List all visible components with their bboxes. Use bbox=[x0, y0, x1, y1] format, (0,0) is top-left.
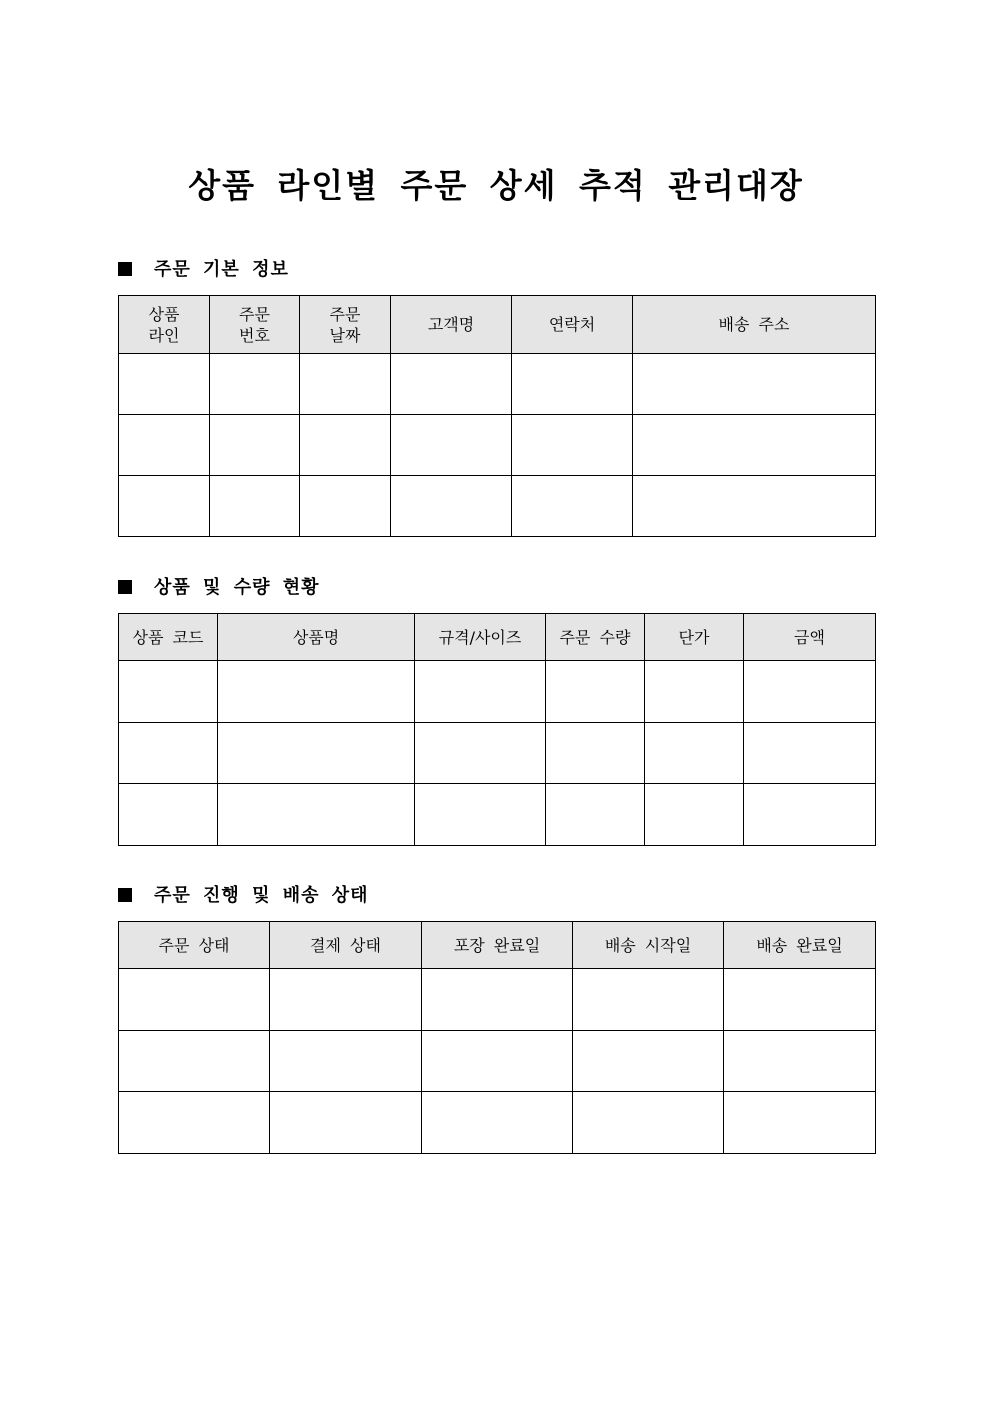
column-header-shipping-address: 배송 주소 bbox=[633, 296, 876, 354]
table-cell[interactable] bbox=[645, 784, 744, 846]
square-bullet-icon bbox=[118, 580, 132, 594]
table-row bbox=[119, 354, 876, 415]
table-row bbox=[119, 415, 876, 476]
table-cell[interactable] bbox=[119, 784, 218, 846]
table-cell[interactable] bbox=[422, 1092, 573, 1154]
table-cell[interactable] bbox=[744, 784, 876, 846]
table-cell[interactable] bbox=[119, 1092, 270, 1154]
product-quantity-table bbox=[118, 613, 876, 846]
column-header-shipping-start-date: 배송 시작일 bbox=[573, 922, 724, 969]
column-header-order-number: 주문 번호 bbox=[210, 296, 300, 354]
table-cell[interactable] bbox=[645, 661, 744, 723]
table-cell[interactable] bbox=[633, 476, 876, 537]
table-cell[interactable] bbox=[300, 354, 391, 415]
table-cell[interactable] bbox=[415, 784, 546, 846]
square-bullet-icon bbox=[118, 888, 132, 902]
table-cell[interactable] bbox=[633, 415, 876, 476]
column-header-unit-price: 단가 bbox=[645, 614, 744, 661]
column-header-spec-size: 규격/사이즈 bbox=[415, 614, 546, 661]
table-cell[interactable] bbox=[415, 723, 546, 784]
column-header-payment-status: 결제 상태 bbox=[270, 922, 422, 969]
table-row bbox=[119, 1092, 876, 1154]
column-header-product-code: 상품 코드 bbox=[119, 614, 218, 661]
table-cell[interactable] bbox=[744, 723, 876, 784]
section-heading-order-basic-info bbox=[118, 256, 289, 284]
column-header-packing-complete-date: 포장 완료일 bbox=[422, 922, 573, 969]
table-cell[interactable] bbox=[546, 661, 645, 723]
section-heading-label: 상품 및 수량 현황 bbox=[154, 577, 320, 598]
table-cell[interactable] bbox=[119, 1031, 270, 1092]
column-header-product-line: 상품 라인 bbox=[119, 296, 210, 354]
section-heading-label: 주문 기본 정보 bbox=[154, 259, 289, 280]
table-row bbox=[119, 476, 876, 537]
table-cell[interactable] bbox=[415, 661, 546, 723]
table-cell[interactable] bbox=[512, 415, 633, 476]
table-cell[interactable] bbox=[512, 354, 633, 415]
table-cell[interactable] bbox=[270, 969, 422, 1031]
section-heading-label: 주문 진행 및 배송 상태 bbox=[154, 885, 369, 906]
column-header-order-quantity: 주문 수량 bbox=[546, 614, 645, 661]
column-header-shipping-complete-date: 배송 완료일 bbox=[724, 922, 876, 969]
column-header-order-status: 주문 상태 bbox=[119, 922, 270, 969]
table-cell[interactable] bbox=[300, 476, 391, 537]
table-cell[interactable] bbox=[422, 969, 573, 1031]
table-cell[interactable] bbox=[210, 354, 300, 415]
square-bullet-icon bbox=[118, 262, 132, 276]
table-row bbox=[119, 661, 876, 723]
section-heading-order-progress bbox=[118, 882, 369, 910]
table-cell[interactable] bbox=[422, 1031, 573, 1092]
order-basic-info-table bbox=[118, 295, 876, 537]
table-cell[interactable] bbox=[546, 784, 645, 846]
table-cell[interactable] bbox=[119, 476, 210, 537]
table-cell[interactable] bbox=[391, 415, 512, 476]
table-cell[interactable] bbox=[218, 723, 415, 784]
column-header-customer-name: 고객명 bbox=[391, 296, 512, 354]
table-cell[interactable] bbox=[270, 1031, 422, 1092]
table-cell[interactable] bbox=[270, 1092, 422, 1154]
table-cell[interactable] bbox=[546, 723, 645, 784]
table-cell[interactable] bbox=[119, 415, 210, 476]
column-header-order-date: 주문 날짜 bbox=[300, 296, 391, 354]
table-cell[interactable] bbox=[645, 723, 744, 784]
order-progress-table bbox=[118, 921, 876, 1154]
header-row bbox=[119, 614, 876, 661]
table-cell[interactable] bbox=[300, 415, 391, 476]
table-cell[interactable] bbox=[391, 354, 512, 415]
table-cell[interactable] bbox=[573, 1092, 724, 1154]
table-row bbox=[119, 969, 876, 1031]
column-header-product-name: 상품명 bbox=[218, 614, 415, 661]
table-cell[interactable] bbox=[512, 476, 633, 537]
table-cell[interactable] bbox=[119, 354, 210, 415]
table-cell[interactable] bbox=[119, 969, 270, 1031]
section-heading-product-quantity bbox=[118, 574, 320, 602]
table-cell[interactable] bbox=[724, 1092, 876, 1154]
header-row bbox=[119, 922, 876, 969]
table-cell[interactable] bbox=[724, 969, 876, 1031]
document-title: 상품 라인별 주문 상세 추적 관리대장 bbox=[188, 166, 804, 205]
table-row bbox=[119, 784, 876, 846]
table-row bbox=[119, 1031, 876, 1092]
table-cell[interactable] bbox=[724, 1031, 876, 1092]
table-cell[interactable] bbox=[633, 354, 876, 415]
table-cell[interactable] bbox=[391, 476, 512, 537]
table-cell[interactable] bbox=[573, 1031, 724, 1092]
column-header-contact: 연락처 bbox=[512, 296, 633, 354]
table-cell[interactable] bbox=[218, 661, 415, 723]
header-row bbox=[119, 296, 876, 354]
table-cell[interactable] bbox=[744, 661, 876, 723]
table-cell[interactable] bbox=[210, 476, 300, 537]
table-cell[interactable] bbox=[218, 784, 415, 846]
table-cell[interactable] bbox=[119, 661, 218, 723]
column-header-amount: 금액 bbox=[744, 614, 876, 661]
table-cell[interactable] bbox=[119, 723, 218, 784]
table-cell[interactable] bbox=[210, 415, 300, 476]
table-row bbox=[119, 723, 876, 784]
table-cell[interactable] bbox=[573, 969, 724, 1031]
